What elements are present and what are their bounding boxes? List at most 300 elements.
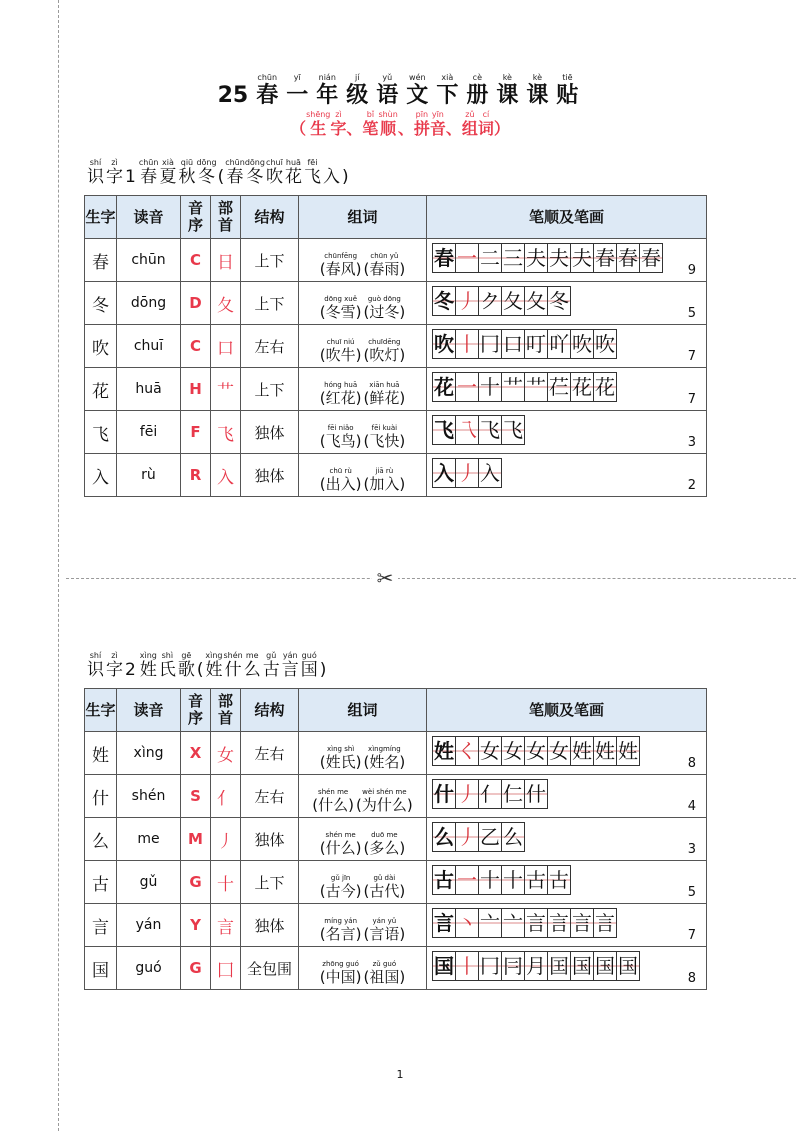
- cell-structure: 左右: [241, 325, 299, 368]
- stroke-box: [501, 372, 525, 402]
- pinyin-char: [105, 158, 124, 188]
- stroke-box: [639, 243, 663, 273]
- cell-char: 么: [85, 818, 117, 861]
- char-table-2: [84, 688, 707, 990]
- hanzi: 吹: [265, 167, 283, 187]
- cell-char: 古: [85, 861, 117, 904]
- stroke-glyph: 女: [480, 739, 500, 763]
- word-list: [319, 338, 406, 364]
- cell-strokes: [427, 904, 707, 947]
- stroke-glyph: 春: [595, 246, 615, 270]
- stroke-box-main: 春: [432, 243, 456, 273]
- pinyin-char: [378, 110, 397, 138]
- stroke-box: [547, 951, 571, 981]
- word-item: [320, 295, 362, 321]
- cell-words: [299, 861, 427, 904]
- word-pinyin: xìng shì: [327, 744, 355, 753]
- word-text: (姓氏): [319, 752, 362, 771]
- stroke-box: [570, 329, 594, 359]
- stroke-count: 4: [687, 799, 696, 814]
- pinyin-annotation: shén: [223, 651, 243, 660]
- stroke-glyph: ク: [480, 289, 500, 313]
- word-text: (祖国): [363, 967, 406, 986]
- cell-words: [299, 239, 427, 282]
- pinyin-char: [432, 73, 462, 108]
- word-text: (名言): [319, 924, 362, 943]
- stroke-count: 8: [687, 756, 696, 771]
- cell-pinyin: yán: [117, 904, 181, 947]
- cell-initial: X: [181, 732, 211, 775]
- pinyin-char: [342, 73, 372, 108]
- page-title-block: [0, 73, 800, 139]
- word-pinyin: gǔ jīn: [330, 873, 351, 882]
- stroke-order-boxes: [433, 736, 640, 766]
- hanzi: 姓: [205, 660, 223, 680]
- word-pinyin: míng yán: [324, 916, 358, 925]
- word-pinyin: yán yǔ: [372, 916, 397, 925]
- stroke-glyph: 仁: [503, 782, 523, 806]
- word-pinyin: chuī niú: [326, 337, 355, 346]
- hanzi: 册: [466, 83, 489, 108]
- stroke-glyph: 言: [572, 911, 592, 935]
- pinyin-char: [158, 651, 177, 681]
- lesson-title-1: [86, 158, 350, 188]
- word-pinyin: fēi niǎo: [327, 423, 354, 432]
- cell-strokes: [427, 947, 707, 990]
- hanzi: 生: [310, 119, 327, 139]
- word-list: [311, 788, 413, 814]
- stroke-glyph: 言: [549, 911, 569, 935]
- stroke-box: [455, 822, 479, 852]
- stroke-box: [455, 458, 479, 488]
- word-item: [364, 960, 406, 986]
- cell-initial: C: [181, 239, 211, 282]
- word-text: (红花): [319, 388, 362, 407]
- word-item: [364, 831, 406, 857]
- word-item: [320, 874, 362, 900]
- word-item: [364, 252, 406, 278]
- pinyin-char: [492, 73, 522, 108]
- word-pinyin: dōng xuě: [324, 294, 357, 303]
- stroke-glyph: 丨: [457, 332, 477, 356]
- pinyin-char: [139, 158, 159, 188]
- cell-words: [299, 947, 427, 990]
- stroke-box-main: 姓: [432, 736, 456, 766]
- pinyin-char: [158, 158, 177, 188]
- word-item: [356, 788, 413, 814]
- word-pinyin: duō me: [371, 830, 398, 839]
- word-text: (什么): [319, 838, 362, 857]
- pinyin-annotation: yán: [282, 651, 298, 660]
- stroke-glyph: 飞: [503, 418, 523, 442]
- cell-initial: M: [181, 818, 211, 861]
- stroke-box-main: 吹: [432, 329, 456, 359]
- stroke-box-main: 国: [432, 951, 456, 981]
- stroke-glyph: 夫: [572, 246, 592, 270]
- subtitle-close-paren: ）: [493, 119, 510, 139]
- pinyin-char: [303, 158, 322, 188]
- word-list: [319, 917, 406, 943]
- stroke-glyph: 艹: [503, 375, 523, 399]
- pinyin-char: [139, 651, 158, 681]
- pinyin-annotation: kè: [532, 73, 542, 82]
- word-text: (飞快): [363, 431, 406, 450]
- pinyin-annotation: tiē: [562, 73, 573, 82]
- stroke-box: [455, 736, 479, 766]
- word-text: (鲜花): [363, 388, 406, 407]
- stroke-box: [478, 286, 502, 316]
- table-row: [85, 325, 707, 368]
- cell-strokes: [427, 732, 707, 775]
- cell-strokes: [427, 282, 707, 325]
- pinyin-char: [346, 120, 362, 138]
- subtitle-open-paren: （: [290, 119, 307, 139]
- cell-strokes: [427, 411, 707, 454]
- hanzi: 夏: [159, 167, 177, 187]
- stroke-box-main: 么: [432, 822, 456, 852]
- pinyin-char: [552, 73, 582, 108]
- cell-radical: 丿: [211, 818, 241, 861]
- cell-structure: 独体: [241, 454, 299, 497]
- word-item: [364, 424, 406, 450]
- stroke-box: [478, 865, 502, 895]
- header-pinyin: 读音: [117, 689, 181, 732]
- table-row: [85, 818, 707, 861]
- cell-radical: 口: [211, 325, 241, 368]
- char-table-1: [84, 195, 707, 497]
- pinyin-annotation: zì: [335, 110, 342, 120]
- header-initial: 音序: [181, 689, 211, 732]
- pinyin-annotation: nián: [318, 73, 336, 82]
- word-text: (姓名): [363, 752, 406, 771]
- stroke-glyph: 古: [549, 868, 569, 892]
- header-radical: 部首: [211, 689, 241, 732]
- pinyin-char: [265, 158, 284, 188]
- pinyin-char: [204, 651, 223, 681]
- cell-pinyin: chūn: [117, 239, 181, 282]
- pinyin-char: [341, 168, 350, 188]
- pinyin-annotation: yīn: [431, 110, 444, 120]
- cell-words: [299, 325, 427, 368]
- stroke-box: [478, 415, 502, 445]
- stroke-box: [501, 286, 525, 316]
- word-item: [320, 745, 362, 771]
- pinyin-char: [402, 73, 432, 108]
- stroke-glyph: 一: [457, 868, 477, 892]
- page-subtitle: [290, 110, 510, 138]
- stroke-order-boxes: [433, 415, 525, 445]
- stroke-box: [455, 908, 479, 938]
- stroke-box-main: 冬: [432, 286, 456, 316]
- word-text: (什么): [312, 795, 354, 814]
- page-number: 1: [396, 1068, 404, 1081]
- hanzi: (: [196, 660, 204, 680]
- word-item: [320, 960, 362, 986]
- stroke-count: 9: [687, 263, 696, 278]
- table-row: [85, 239, 707, 282]
- word-pinyin: zǔ guó: [372, 959, 397, 968]
- word-pinyin: fēi kuài: [371, 423, 398, 432]
- stroke-box-main: 古: [432, 865, 456, 895]
- pinyin-annotation: shēng: [306, 110, 331, 120]
- stroke-order-boxes: [433, 458, 502, 488]
- pinyin-annotation: chūn: [225, 158, 245, 167]
- stroke-order-boxes: [433, 243, 663, 273]
- cut-line-horizontal: [66, 578, 796, 579]
- cell-structure: 全包围: [241, 947, 299, 990]
- stroke-box: [524, 908, 548, 938]
- pinyin-annotation: chūn: [257, 73, 278, 82]
- pinyin-annotation: shùn: [378, 110, 398, 120]
- hanzi: 冬: [246, 167, 264, 187]
- hanzi: 冬: [198, 167, 215, 187]
- header-strokes: 笔顺及笔画: [427, 196, 707, 239]
- stroke-box: [478, 779, 502, 809]
- hanzi: 什: [224, 660, 242, 680]
- stroke-glyph: 夫: [549, 246, 569, 270]
- lesson-title-2: [86, 651, 327, 681]
- stroke-glyph: 十: [480, 375, 500, 399]
- table-row: [85, 861, 707, 904]
- cell-initial: C: [181, 325, 211, 368]
- stroke-box: [524, 865, 548, 895]
- hanzi: ): [319, 660, 327, 680]
- pinyin-char: [362, 110, 378, 138]
- pinyin-annotation: chūn: [138, 158, 159, 167]
- word-pinyin: xìngmíng: [368, 744, 401, 753]
- stroke-glyph: 丿: [457, 289, 477, 313]
- cell-strokes: [427, 818, 707, 861]
- cell-char: 入: [85, 454, 117, 497]
- pinyin-char: [478, 110, 494, 138]
- pinyin-annotation: xìng: [205, 651, 223, 660]
- word-list: [319, 960, 406, 986]
- hanzi: 识: [87, 167, 104, 187]
- stroke-box-main: 花: [432, 372, 456, 402]
- hanzi: 识: [87, 660, 104, 680]
- stroke-glyph: 姓: [618, 739, 638, 763]
- stroke-box: [593, 908, 617, 938]
- stroke-box: [455, 243, 479, 273]
- stroke-order-boxes: [433, 865, 571, 895]
- hanzi: 语: [376, 83, 399, 108]
- stroke-box: [478, 951, 502, 981]
- word-text: (古今): [319, 881, 362, 900]
- word-pinyin: wèi shén me: [362, 787, 407, 796]
- stroke-glyph: 芢: [549, 375, 569, 399]
- stroke-box: [501, 908, 525, 938]
- stroke-glyph: 丨: [457, 954, 477, 978]
- pinyin-annotation: zǔ: [465, 110, 475, 120]
- stroke-box: [570, 243, 594, 273]
- word-text: (多么): [363, 838, 406, 857]
- stroke-box: [478, 822, 502, 852]
- word-list: [319, 831, 406, 857]
- header-char: 生字: [85, 689, 117, 732]
- stroke-box: [455, 329, 479, 359]
- stroke-box: [501, 243, 525, 273]
- stroke-box: [478, 372, 502, 402]
- stroke-glyph: 一: [457, 246, 477, 270]
- cell-char: 飞: [85, 411, 117, 454]
- hanzi: 花: [284, 167, 302, 187]
- stroke-box: [570, 951, 594, 981]
- stroke-box: [478, 908, 502, 938]
- cell-radical: 亻: [211, 775, 241, 818]
- stroke-glyph: 入: [480, 461, 500, 485]
- pinyin-char: [124, 661, 137, 681]
- pinyin-char: [462, 73, 492, 108]
- stroke-glyph: 丿: [457, 825, 477, 849]
- stroke-box-main: 入: [432, 458, 456, 488]
- stroke-glyph: 夂: [503, 289, 523, 313]
- stroke-box: [547, 286, 571, 316]
- hanzi: 文: [406, 83, 429, 108]
- hanzi: 歌: [177, 660, 195, 680]
- stroke-box: [524, 736, 548, 766]
- hanzi: 入: [322, 167, 340, 187]
- stroke-glyph: 言: [595, 911, 615, 935]
- cell-structure: 上下: [241, 282, 299, 325]
- stroke-glyph: 丿: [457, 461, 477, 485]
- pinyin-annotation: xià: [441, 73, 454, 82]
- cell-initial: Y: [181, 904, 211, 947]
- stroke-glyph: 什: [526, 782, 546, 806]
- stroke-count: 5: [687, 885, 696, 900]
- pinyin-annotation: dōng: [244, 158, 265, 167]
- stroke-box: [478, 736, 502, 766]
- hanzi: 、: [397, 119, 414, 139]
- word-item: [364, 295, 406, 321]
- stroke-box: [547, 329, 571, 359]
- pinyin-char: [284, 158, 303, 188]
- stroke-box: [547, 908, 571, 938]
- stroke-box: [593, 736, 617, 766]
- word-pinyin: guò dōng: [367, 294, 401, 303]
- cell-pinyin: dōng: [117, 282, 181, 325]
- cell-pinyin: xìng: [117, 732, 181, 775]
- pinyin-char: [446, 120, 462, 138]
- word-text: (春风): [319, 259, 362, 278]
- hanzi: 音: [429, 119, 446, 139]
- cell-radical: 十: [211, 861, 241, 904]
- word-item: [320, 338, 362, 364]
- pinyin-char: [414, 110, 430, 138]
- header-structure: 结构: [241, 689, 299, 732]
- stroke-glyph: 三: [503, 246, 523, 270]
- table-row: [85, 282, 707, 325]
- stroke-glyph: 冂: [480, 954, 500, 978]
- stroke-glyph: く: [457, 739, 477, 763]
- stroke-glyph: 丿: [457, 782, 477, 806]
- pinyin-char: [522, 73, 552, 108]
- pinyin-char: [252, 73, 282, 108]
- stroke-glyph: 女: [549, 739, 569, 763]
- stroke-glyph: 囯: [549, 954, 569, 978]
- stroke-order-boxes: [433, 372, 617, 402]
- stroke-glyph: 丶: [457, 911, 477, 935]
- pinyin-annotation: fēi: [307, 158, 318, 167]
- hanzi: ): [341, 167, 349, 187]
- pinyin-annotation: yǔ: [382, 73, 393, 82]
- hanzi: 课: [496, 83, 519, 108]
- pinyin-char: [124, 168, 137, 188]
- page-title: [218, 73, 583, 108]
- pinyin-char: [223, 651, 242, 681]
- word-text: (冬雪): [319, 302, 362, 321]
- pinyin-annotation: chuī: [266, 158, 283, 167]
- word-item: [320, 381, 362, 407]
- cell-char: 言: [85, 904, 117, 947]
- stroke-glyph: 春: [641, 246, 661, 270]
- hanzi: 2: [125, 660, 136, 680]
- pinyin-char: [86, 158, 105, 188]
- cell-pinyin: gǔ: [117, 861, 181, 904]
- pinyin-annotation: shí: [89, 158, 102, 167]
- cell-words: [299, 411, 427, 454]
- hanzi: 国: [300, 660, 318, 680]
- stroke-glyph: 言: [526, 911, 546, 935]
- word-text: (过冬): [363, 302, 406, 321]
- word-pinyin: chūnfēng: [324, 251, 358, 260]
- cell-pinyin: me: [117, 818, 181, 861]
- header-initial: 音序: [181, 196, 211, 239]
- word-pinyin: shén me: [325, 830, 356, 839]
- cell-structure: 独体: [241, 904, 299, 947]
- cell-pinyin: shén: [117, 775, 181, 818]
- stroke-glyph: 乙: [480, 825, 500, 849]
- stroke-glyph: 古: [526, 868, 546, 892]
- pinyin-char: [225, 158, 245, 188]
- stroke-glyph: 月: [526, 954, 546, 978]
- stroke-glyph: 花: [595, 375, 615, 399]
- stroke-box: [524, 286, 548, 316]
- stroke-order-boxes: [433, 908, 617, 938]
- word-item: [320, 252, 362, 278]
- stroke-count: 3: [687, 842, 696, 857]
- stroke-box: [570, 372, 594, 402]
- word-pinyin: chūn yǔ: [370, 251, 399, 260]
- cell-words: [299, 732, 427, 775]
- stroke-glyph: 叮: [526, 332, 546, 356]
- stroke-count: 5: [687, 306, 696, 321]
- cell-char: 国: [85, 947, 117, 990]
- cell-char: 吹: [85, 325, 117, 368]
- pinyin-annotation: me: [245, 651, 259, 660]
- cell-radical: 入: [211, 454, 241, 497]
- word-item: [320, 467, 362, 493]
- stroke-glyph: 夫: [526, 246, 546, 270]
- stroke-count: 2: [687, 478, 696, 493]
- cell-radical: 艹: [211, 368, 241, 411]
- title-number: 25: [217, 83, 249, 108]
- hanzi: 字: [106, 660, 123, 680]
- pinyin-char: [217, 168, 226, 188]
- hanzi: 年: [316, 83, 339, 108]
- stroke-box: [547, 372, 571, 402]
- pinyin-char: [312, 73, 342, 108]
- word-item: [364, 745, 406, 771]
- pinyin-annotation: gē: [181, 651, 192, 660]
- stroke-glyph: 亻: [480, 782, 500, 806]
- stroke-box: [570, 736, 594, 766]
- stroke-box: [547, 736, 571, 766]
- word-text: (吹灯): [363, 345, 406, 364]
- word-item: [320, 831, 362, 857]
- stroke-glyph: 国: [618, 954, 638, 978]
- table-row: [85, 904, 707, 947]
- pinyin-char: [177, 158, 196, 188]
